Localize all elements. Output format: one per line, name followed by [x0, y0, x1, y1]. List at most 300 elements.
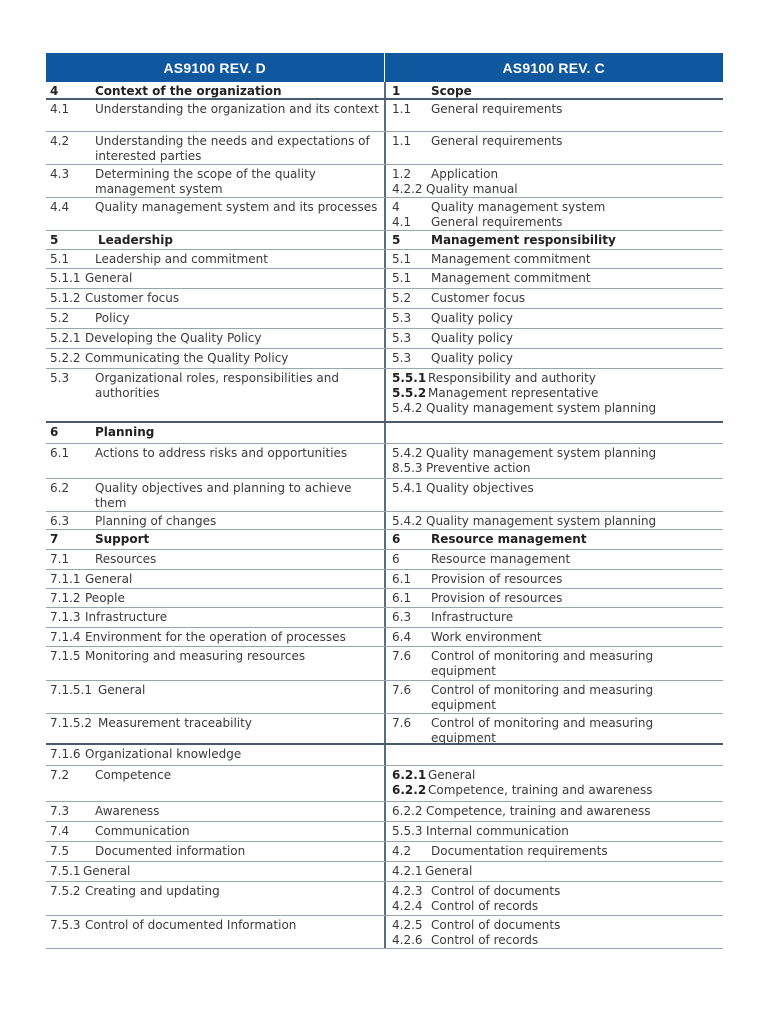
- clause-title: Policy: [95, 311, 130, 325]
- clause-number: 1.2: [392, 167, 412, 181]
- table-row: [46, 745, 723, 766]
- rev-c-clause-entry: [392, 233, 719, 248]
- rev-d-cell: [46, 530, 384, 549]
- rev-d-clause-entry: [50, 351, 380, 366]
- rev-d-clause-entry: [50, 481, 380, 511]
- rev-d-clause-entry: [50, 84, 380, 99]
- clause-title: Responsibility and authority: [428, 371, 596, 385]
- clause-number: 5.2: [50, 311, 70, 325]
- header-rev-c: AS9100 REV. C: [384, 53, 724, 82]
- clause-number: 7.1.2: [50, 591, 81, 605]
- clause-title: Environment for the operation of processes: [85, 630, 346, 644]
- rev-c-cell: [384, 766, 723, 801]
- clause-title: Organizational roles, responsibilities and authorities: [95, 371, 339, 400]
- rev-d-cell: [46, 423, 384, 443]
- rev-c-cell: [384, 444, 723, 478]
- clause-title: Quality policy: [431, 311, 514, 325]
- rev-d-clause-entry: [50, 716, 380, 731]
- rev-d-cell: [46, 100, 384, 131]
- rev-c-clause-entry: [392, 102, 719, 117]
- clause-title: Competence: [95, 768, 172, 782]
- rev-c-cell: [384, 329, 723, 348]
- clause-number: 5.5.3: [392, 824, 423, 838]
- clause-number: 4.4: [50, 200, 70, 214]
- table-row: [46, 628, 723, 647]
- table-row: [46, 132, 723, 165]
- rev-c-clause-entry: [392, 84, 719, 99]
- clause-number: 5.4.2: [392, 514, 423, 528]
- rev-c-cell: [384, 479, 723, 511]
- rev-c-clause-entry: [392, 783, 719, 798]
- clause-number: 7.6: [392, 716, 412, 730]
- clause-title: Documented information: [95, 844, 246, 858]
- rev-c-clause-entry: [392, 200, 719, 215]
- rev-c-cell: [384, 822, 723, 841]
- table-row: [46, 681, 723, 714]
- clause-number: 6: [392, 532, 401, 546]
- clause-number: 6: [392, 552, 400, 566]
- clause-title: General: [425, 864, 473, 878]
- rev-c-cell: [384, 681, 723, 713]
- clause-title: Context of the organization: [95, 84, 282, 98]
- clause-number: 5.1: [392, 271, 412, 285]
- clause-number: 7.1.6: [50, 747, 81, 761]
- clause-number: 7.4: [50, 824, 70, 838]
- rev-c-cell: [384, 132, 723, 164]
- rev-d-cell: [46, 570, 384, 588]
- rev-d-clause-entry: [50, 200, 380, 215]
- clause-title: Control of records: [431, 899, 539, 913]
- clause-number: 7.1.5.1: [50, 683, 92, 697]
- table-row: [46, 570, 723, 589]
- rev-c-clause-entry: [392, 884, 719, 899]
- table-row: [46, 100, 723, 132]
- clause-number: 7.1.3: [50, 610, 81, 624]
- rev-c-cell: [384, 842, 723, 861]
- rev-d-clause-entry: [50, 768, 380, 783]
- rev-c-cell: [384, 589, 723, 607]
- clause-number: 5.4.2: [392, 446, 423, 460]
- table-row: [46, 916, 723, 949]
- table-row: [46, 250, 723, 269]
- table-row: [46, 530, 723, 550]
- rev-c-clause-entry: [392, 649, 719, 679]
- clause-number: 6.2.2: [392, 804, 423, 818]
- rev-d-cell: [46, 916, 384, 948]
- clause-title: Developing the Quality Policy: [85, 331, 262, 345]
- clause-number: 7.5.2: [50, 884, 81, 898]
- rev-c-cell: [384, 745, 723, 765]
- clause-number: 7.1.5: [50, 649, 81, 663]
- clause-number: 4.2.5: [392, 918, 423, 932]
- clause-number: 5.1.1: [50, 271, 81, 285]
- rev-c-clause-entry: [392, 824, 719, 839]
- rev-c-cell: [384, 100, 723, 131]
- clause-title: Control of documents: [431, 918, 561, 932]
- clause-number: 5.2: [392, 291, 412, 305]
- clause-title: Monitoring and measuring resources: [85, 649, 306, 663]
- rev-d-cell: [46, 681, 384, 713]
- rev-c-clause-entry: [392, 182, 719, 197]
- clause-title: Quality management system and its processes: [95, 200, 378, 214]
- clause-number: 6: [50, 425, 59, 439]
- clause-number: 5.4.1: [392, 481, 423, 495]
- rev-c-clause-entry: [392, 716, 719, 746]
- clause-title: Provision of resources: [431, 591, 563, 605]
- clause-title: Infrastructure: [85, 610, 168, 624]
- rev-c-cell: [384, 289, 723, 308]
- clause-number: 4.1: [392, 215, 412, 229]
- rev-c-cell: [384, 369, 723, 421]
- table-row: [46, 444, 723, 479]
- rev-d-clause-entry: [50, 514, 380, 529]
- rev-c-clause-entry: [392, 768, 719, 783]
- rev-c-cell: [384, 862, 723, 881]
- clause-number: 5.2.2: [50, 351, 81, 365]
- rev-d-cell: [46, 250, 384, 268]
- rev-d-clause-entry: [50, 844, 380, 859]
- rev-d-cell: [46, 349, 384, 368]
- rev-c-clause-entry: [392, 386, 719, 401]
- rev-d-cell: [46, 647, 384, 680]
- rev-d-clause-entry: [50, 630, 380, 645]
- rev-d-clause-entry: [50, 649, 380, 664]
- rev-c-clause-entry: [392, 311, 719, 326]
- rev-c-cell: [384, 916, 723, 948]
- rev-d-cell: [46, 802, 384, 821]
- clause-number: 5.2.1: [50, 331, 81, 345]
- rev-c-clause-entry: [392, 591, 719, 606]
- rev-c-cell: [384, 714, 723, 743]
- clause-title: Infrastructure: [431, 610, 514, 624]
- table-row: [46, 198, 723, 231]
- clause-mapping-table: [46, 53, 723, 949]
- rev-d-cell: [46, 369, 384, 421]
- table-row: [46, 802, 723, 822]
- clause-title: General: [85, 271, 133, 285]
- clause-title: Preventive action: [426, 461, 531, 475]
- rev-d-cell: [46, 269, 384, 288]
- clause-number: 1.1: [392, 134, 412, 148]
- clause-title: Quality policy: [431, 351, 514, 365]
- rev-c-cell: [384, 550, 723, 569]
- clause-number: 5.5.2: [392, 386, 427, 400]
- clause-number: 5: [50, 233, 59, 247]
- clause-number: 7.6: [392, 683, 412, 697]
- rev-c-cell: [384, 530, 723, 549]
- clause-number: 7.6: [392, 649, 412, 663]
- rev-d-cell: [46, 479, 384, 511]
- clause-number: 5.1: [392, 252, 412, 266]
- clause-number: 5.3: [50, 371, 70, 385]
- table-row: [46, 289, 723, 309]
- rev-c-cell: [384, 423, 723, 443]
- rev-d-cell: [46, 132, 384, 164]
- rev-c-cell: [384, 628, 723, 646]
- rev-c-clause-entry: [392, 215, 719, 230]
- clause-number: 6.2.1: [392, 768, 427, 782]
- rev-d-cell: [46, 714, 384, 743]
- clause-title: General requirements: [431, 102, 563, 116]
- clause-title: Control of monitoring and measuring equipment: [431, 649, 654, 678]
- rev-c-clause-entry: [392, 252, 719, 267]
- clause-title: General requirements: [431, 215, 563, 229]
- table-row: [46, 862, 723, 882]
- clause-number: 7.3: [50, 804, 70, 818]
- clause-title: Control of monitoring and measuring equipment: [431, 716, 654, 745]
- clause-title: Quality management system planning: [426, 401, 657, 415]
- clause-title: Work environment: [431, 630, 542, 644]
- rev-c-clause-entry: [392, 610, 719, 625]
- rev-c-cell: [384, 349, 723, 368]
- clause-number: 7.1.5.2: [50, 716, 92, 730]
- rev-d-cell: [46, 309, 384, 328]
- table-row: [46, 589, 723, 608]
- rev-d-clause-entry: [50, 446, 380, 461]
- clause-number: 1: [392, 84, 401, 98]
- table-row: [46, 423, 723, 444]
- rev-c-clause-entry: [392, 271, 719, 286]
- clause-title: Quality objectives and planning to achieve them: [95, 481, 352, 510]
- rev-d-cell: [46, 550, 384, 569]
- rev-c-cell: [384, 882, 723, 915]
- clause-number: 1.1: [392, 102, 412, 116]
- clause-title: Control of documents: [431, 884, 561, 898]
- rev-d-cell: [46, 766, 384, 801]
- rev-d-clause-entry: [50, 804, 380, 819]
- rev-c-cell: [384, 269, 723, 288]
- clause-title: Competence, training and awareness: [426, 804, 651, 818]
- clause-number: 7.5.1: [50, 864, 81, 878]
- rev-d-clause-entry: [50, 683, 380, 698]
- table-body: [46, 82, 723, 949]
- rev-d-cell: [46, 165, 384, 197]
- rev-c-clause-entry: [392, 630, 719, 645]
- clause-title: Quality policy: [431, 331, 514, 345]
- rev-d-cell: [46, 444, 384, 478]
- clause-title: People: [85, 591, 125, 605]
- clause-title: Support: [95, 532, 150, 546]
- rev-c-clause-entry: [392, 844, 719, 859]
- clause-title: Management commitment: [431, 252, 591, 266]
- clause-title: Understanding the needs and expectations of interested parties: [95, 134, 370, 163]
- clause-number: 5.4.2: [392, 401, 423, 415]
- rev-c-clause-entry: [392, 331, 719, 346]
- table-row: [46, 231, 723, 250]
- clause-number: 4.2: [50, 134, 70, 148]
- clause-title: Actions to address risks and opportunities: [95, 446, 348, 460]
- clause-number: 6.1: [50, 446, 70, 460]
- rev-c-cell: [384, 309, 723, 328]
- clause-number: 7.1.1: [50, 572, 81, 586]
- rev-c-clause-entry: [392, 532, 719, 547]
- rev-d-clause-entry: [50, 572, 380, 587]
- rev-c-cell: [384, 647, 723, 680]
- rev-c-cell: [384, 570, 723, 588]
- rev-d-clause-entry: [50, 167, 380, 197]
- clause-number: 6.3: [392, 610, 412, 624]
- clause-number: 6.2.2: [392, 783, 427, 797]
- clause-number: 4.2.2: [392, 182, 423, 196]
- clause-number: 4.1: [50, 102, 70, 116]
- table-row: [46, 842, 723, 862]
- rev-d-clause-entry: [50, 884, 380, 899]
- clause-title: Resource management: [431, 532, 587, 546]
- rev-d-clause-entry: [50, 102, 380, 117]
- rev-c-cell: [384, 231, 723, 249]
- rev-d-clause-entry: [50, 331, 380, 346]
- clause-title: Resource management: [431, 552, 571, 566]
- table-row: [46, 714, 723, 745]
- clause-title: Competence, training and awareness: [428, 783, 653, 797]
- clause-title: Leadership and commitment: [95, 252, 268, 266]
- clause-number: 6.1: [392, 591, 412, 605]
- clause-title: Planning: [95, 425, 155, 439]
- table-row: [46, 369, 723, 423]
- rev-d-clause-entry: [50, 918, 380, 933]
- rev-d-clause-entry: [50, 532, 380, 547]
- clause-number: 6.1: [392, 572, 412, 586]
- table-row: [46, 309, 723, 329]
- rev-d-clause-entry: [50, 610, 380, 625]
- rev-c-clause-entry: [392, 351, 719, 366]
- clause-title: Control of documented Information: [85, 918, 297, 932]
- clause-title: Customer focus: [85, 291, 180, 305]
- clause-title: Resources: [95, 552, 157, 566]
- table-row: [46, 479, 723, 512]
- clause-number: 6.2: [50, 481, 70, 495]
- clause-number: 6.3: [50, 514, 70, 528]
- rev-d-clause-entry: [50, 747, 380, 762]
- rev-c-clause-entry: [392, 371, 719, 386]
- clause-title: General: [98, 683, 146, 697]
- rev-c-cell: [384, 512, 723, 529]
- clause-title: Quality objectives: [426, 481, 534, 495]
- table-row: [46, 512, 723, 530]
- table-row: [46, 766, 723, 802]
- clause-title: Determining the scope of the quality management system: [95, 167, 316, 196]
- rev-c-clause-entry: [392, 167, 719, 182]
- table-row: [46, 165, 723, 198]
- clause-number: 5.3: [392, 331, 412, 345]
- rev-d-cell: [46, 822, 384, 841]
- rev-d-cell: [46, 882, 384, 915]
- clause-number: 4.2.4: [392, 899, 423, 913]
- rev-d-clause-entry: [50, 271, 380, 286]
- rev-d-cell: [46, 608, 384, 627]
- clause-title: Management representative: [428, 386, 599, 400]
- clause-number: 5.3: [392, 311, 412, 325]
- rev-c-clause-entry: [392, 899, 719, 914]
- rev-c-clause-entry: [392, 683, 719, 713]
- rev-c-cell: [384, 802, 723, 821]
- clause-number: 4.2: [392, 844, 412, 858]
- rev-c-cell: [384, 250, 723, 268]
- clause-title: Awareness: [95, 804, 160, 818]
- rev-d-clause-entry: [50, 291, 380, 306]
- rev-d-cell: [46, 198, 384, 230]
- clause-number: 7.2: [50, 768, 70, 782]
- clause-title: Control of monitoring and measuring equipment: [431, 683, 654, 712]
- clause-number: 4: [50, 84, 59, 98]
- clause-title: Planning of changes: [95, 514, 217, 528]
- rev-d-clause-entry: [50, 134, 380, 164]
- rev-c-clause-entry: [392, 446, 719, 461]
- rev-c-clause-entry: [392, 481, 719, 496]
- clause-title: Documentation requirements: [431, 844, 608, 858]
- clause-number: 5.5.1: [392, 371, 427, 385]
- rev-d-clause-entry: [50, 425, 380, 440]
- rev-c-cell: [384, 165, 723, 197]
- rev-d-cell: [46, 589, 384, 607]
- clause-title: Quality management system: [431, 200, 606, 214]
- table-row: [46, 647, 723, 681]
- clause-number: 8.5.3: [392, 461, 423, 475]
- rev-c-clause-entry: [392, 572, 719, 587]
- rev-c-clause-entry: [392, 918, 719, 933]
- table-header: [46, 53, 723, 82]
- clause-title: Scope: [431, 84, 472, 98]
- table-row: [46, 329, 723, 349]
- clause-title: Quality management system planning: [426, 446, 657, 460]
- clause-title: Application: [431, 167, 499, 181]
- clause-title: Internal communication: [426, 824, 569, 838]
- rev-c-cell: [384, 608, 723, 627]
- clause-title: Leadership: [98, 233, 173, 247]
- clause-title: General requirements: [431, 134, 563, 148]
- clause-number: 5.1: [50, 252, 70, 266]
- clause-title: General: [85, 572, 133, 586]
- table-row: [46, 269, 723, 289]
- clause-title: Quality management system planning: [426, 514, 657, 528]
- clause-number: 5: [392, 233, 401, 247]
- clause-title: Measurement traceability: [98, 716, 252, 730]
- table-row: [46, 550, 723, 570]
- rev-d-cell: [46, 745, 384, 765]
- clause-number: 7.5: [50, 844, 70, 858]
- rev-c-clause-entry: [392, 514, 719, 529]
- clause-title: Control of records: [431, 933, 539, 947]
- table-row: [46, 882, 723, 916]
- clause-title: General: [83, 864, 131, 878]
- clause-title: General: [428, 768, 476, 782]
- table-row: [46, 608, 723, 628]
- rev-c-clause-entry: [392, 134, 719, 149]
- rev-d-cell: [46, 862, 384, 881]
- clause-number: 5.3: [392, 351, 412, 365]
- rev-d-cell: [46, 512, 384, 529]
- rev-c-clause-entry: [392, 804, 719, 819]
- rev-d-clause-entry: [50, 552, 380, 567]
- rev-c-clause-entry: [392, 401, 719, 416]
- rev-c-clause-entry: [392, 552, 719, 567]
- header-rev-d: AS9100 REV. D: [163, 59, 266, 76]
- clause-number: 4.2.1: [392, 864, 423, 878]
- clause-title: Creating and updating: [85, 884, 220, 898]
- clause-title: Management responsibility: [431, 233, 616, 247]
- rev-d-clause-entry: [50, 233, 380, 248]
- rev-d-clause-entry: [50, 591, 380, 606]
- rev-d-clause-entry: [50, 371, 380, 401]
- rev-d-cell: [46, 231, 384, 249]
- clause-number: 6.4: [392, 630, 412, 644]
- clause-number: 7.1: [50, 552, 70, 566]
- clause-title: Quality manual: [426, 182, 518, 196]
- clause-title: Customer focus: [431, 291, 526, 305]
- clause-number: 7.5.3: [50, 918, 81, 932]
- clause-title: Provision of resources: [431, 572, 563, 586]
- clause-number: 5.1.2: [50, 291, 81, 305]
